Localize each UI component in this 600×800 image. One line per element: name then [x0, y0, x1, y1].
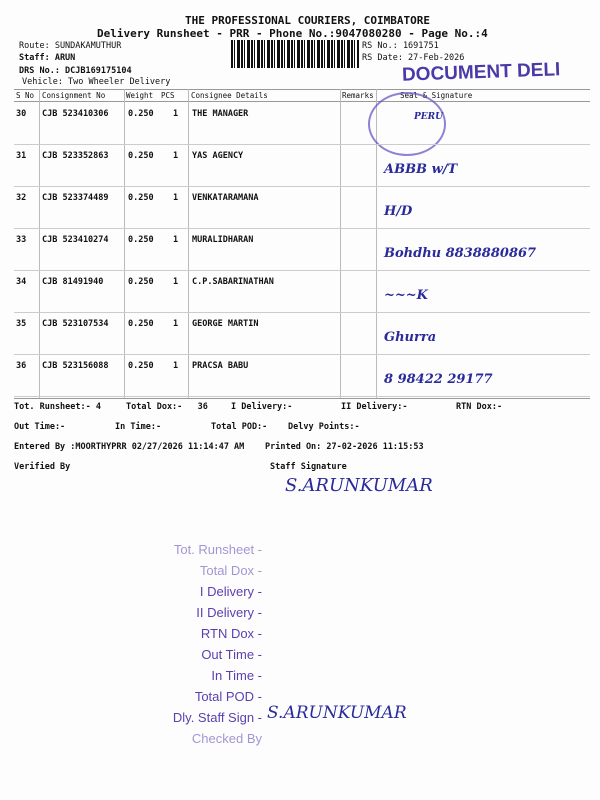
dly-staff-signature: S.ARUNKUMAR [267, 703, 407, 723]
row-sno: 33 [16, 235, 27, 245]
row-pcs: 1 [173, 109, 179, 119]
divider [14, 89, 590, 90]
stamp-line: I Delivery - [199, 584, 262, 599]
col-pcs: PCS [161, 91, 175, 100]
route: Route: SUNDAKAMUTHUR [19, 41, 122, 51]
row-consignee: C.P.SABARINATHAN [192, 277, 274, 287]
table-row [14, 188, 590, 230]
stamp-line: Total Dox - [199, 563, 262, 578]
row-divider [14, 312, 590, 313]
row-consignee: THE MANAGER [192, 109, 249, 119]
recipient-signature: 8 98422 29177 [384, 372, 493, 387]
recipient-signature: Bohdhu 8838880867 [384, 246, 537, 261]
row-consignment-no: CJB 523352863 [42, 151, 109, 161]
stamp-line: II Delivery - [196, 605, 262, 620]
i-delivery: I Delivery:- [231, 402, 293, 412]
row-weight: 0.250 [128, 361, 154, 371]
staff: Staff: ARUN [19, 53, 76, 63]
total-pod: Total POD:- [211, 422, 268, 432]
row-consignee: VENKATARAMANA [192, 193, 259, 203]
row-divider [14, 186, 590, 187]
total-dox: Total Dox:- 36 [126, 402, 208, 412]
stamp-line: Checked By [191, 731, 262, 746]
entered-by: Entered By :MOORTHYPRR 02/27/2026 11:14:47 AM [14, 442, 245, 452]
row-weight: 0.250 [128, 277, 154, 287]
stamp-line: Dly. Staff Sign - [172, 710, 262, 725]
document-delivery-stamp: DOCUMENT DELI [401, 59, 561, 86]
row-weight: 0.250 [128, 109, 154, 119]
col-weight: Weight [126, 91, 154, 100]
row-weight: 0.250 [128, 319, 154, 329]
row-consignment-no: CJB 523410306 [42, 109, 109, 119]
rtn-dox: RTN Dox:- [456, 402, 503, 412]
in-time: In Time:- [115, 422, 162, 432]
row-sno: 34 [16, 277, 27, 287]
row-consignment-no: CJB 523107534 [42, 319, 109, 329]
table-row [14, 314, 590, 356]
tot-runsheet: Tot. Runsheet:- 4 [14, 402, 101, 412]
row-sno: 32 [16, 193, 27, 203]
row-consignee: GEORGE MARTIN [192, 319, 259, 329]
col-sno: S No [16, 91, 35, 100]
row-consignment-no: CJB 523410274 [42, 235, 109, 245]
row-pcs: 1 [173, 151, 179, 161]
recipient-signature: ABBB w/T [384, 162, 458, 177]
col-consignment: Consignment No [42, 91, 106, 100]
row-pcs: 1 [173, 319, 179, 329]
rs-no: RS No.: 1691751 [362, 41, 439, 51]
stamp-line: In Time - [211, 668, 262, 683]
stamp-line: Total POD - [194, 689, 262, 704]
table-row [14, 146, 590, 188]
verified-by: Verified By [14, 462, 71, 472]
col-seal: Seal & Signature [400, 91, 473, 100]
row-consignment-no: CJB 523156088 [42, 361, 109, 371]
row-pcs: 1 [173, 193, 179, 203]
stamp-line: Out Time - [201, 647, 262, 662]
row-pcs: 1 [173, 361, 179, 371]
staff-signature: S.ARUNKUMAR [285, 475, 433, 496]
table-row [14, 230, 590, 272]
stamp-line: RTN Dox - [200, 626, 262, 641]
row-consignee: YAS AGENCY [192, 151, 244, 161]
rs-date: RS Date: 27-Feb-2026 [362, 53, 465, 63]
col-remarks: Remarks [342, 91, 374, 100]
row-sno: 35 [16, 319, 27, 329]
row-weight: 0.250 [128, 193, 154, 203]
runsheet-subtitle: Delivery Runsheet - PRR - Phone No.:9047080280 - Page No.:4 [97, 27, 488, 40]
row-divider [14, 270, 590, 271]
table-row [14, 272, 590, 314]
row-pcs: 1 [173, 277, 179, 287]
ii-delivery: II Delivery:- [341, 402, 408, 412]
delvy-points: Delvy Points:- [288, 422, 360, 432]
row-consignee: MURALIDHARAN [192, 235, 254, 245]
divider [14, 398, 590, 399]
row-weight: 0.250 [128, 151, 154, 161]
stamp-line: Tot. Runsheet - [173, 542, 262, 557]
vehicle: Vehicle: Two Wheeler Delivery [22, 77, 171, 87]
out-time: Out Time:- [14, 422, 66, 432]
row-divider [14, 354, 590, 355]
row-consignment-no: CJB 523374489 [42, 193, 109, 203]
row-divider [14, 396, 590, 397]
recipient-signature: ~~~K [384, 288, 428, 303]
recipient-signature: Ghurra [384, 330, 437, 345]
row-sno: 30 [16, 109, 27, 119]
divider [14, 101, 590, 102]
recipient-signature: PERU [414, 112, 443, 122]
row-divider [14, 144, 590, 145]
barcode [231, 40, 359, 68]
row-sno: 36 [16, 361, 27, 371]
table-row [14, 356, 590, 398]
row-sno: 31 [16, 151, 27, 161]
staff-signature-label: Staff Signature [270, 462, 347, 472]
row-consignment-no: CJB 81491940 [42, 277, 104, 287]
row-consignee: PRACSA BABU [192, 361, 249, 371]
recipient-signature: H/D [384, 204, 413, 219]
drs-no: DRS No.: DCJB169175104 [19, 66, 132, 76]
row-weight: 0.250 [128, 235, 154, 245]
row-divider [14, 228, 590, 229]
table-row [14, 104, 590, 146]
row-pcs: 1 [173, 235, 179, 245]
printed-on: Printed On: 27-02-2026 11:15:53 [265, 442, 424, 452]
company-title: THE PROFESSIONAL COURIERS, COIMBATORE [185, 14, 431, 27]
col-consignee: Consignee Details [191, 91, 268, 100]
